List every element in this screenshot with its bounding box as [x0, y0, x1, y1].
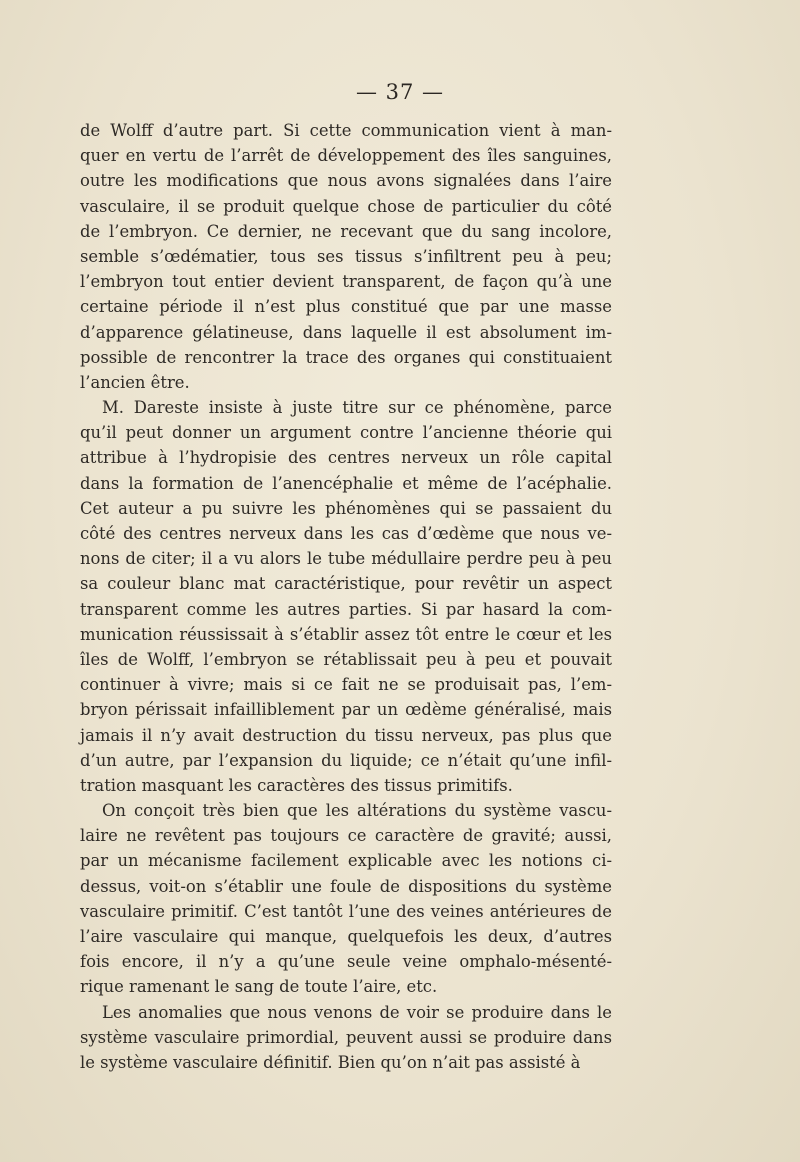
- text-line: quer en vertu de l’arrêt de développement des îles sanguines,: [80, 146, 612, 166]
- text-line: M. Dareste insiste à juste titre sur ce phénomène, parce: [102, 398, 612, 418]
- text-line: le système vasculaire définitif. Bien qu’on n’ait pas assisté à: [80, 1052, 581, 1072]
- text-line: attribue à l’hydropisie des centres nerveux un rôle capital: [80, 448, 612, 468]
- text-line: laire ne revêtent pas toujours ce caractère de gravité; aussi,: [80, 826, 612, 846]
- text-line: de Wolff d’autre part. Si cette communication vient à man-: [80, 121, 612, 140]
- paragraph: [80, 798, 612, 1000]
- text-line: vasculaire primitif. C’est tantôt l’une des veines antérieures de: [80, 901, 612, 921]
- text-line: l’aire vasculaire qui manque, quelquefois les deux, d’autres: [80, 927, 612, 946]
- paragraph: [80, 118, 612, 395]
- body-text: [80, 118, 612, 1075]
- text-line: d’apparence gélatineuse, dans laquelle il est absolument im-: [80, 322, 612, 342]
- text-line: système vasculaire primordial, peuvent aussi se produire dans: [80, 1027, 612, 1047]
- text-line: de l’embryon. Ce dernier, ne recevant que du sang incolore,: [80, 221, 612, 241]
- text-line: îles de Wolff, l’embryon se rétablissait peu à peu et pouvait: [80, 649, 612, 669]
- text-line: qu’il peut donner un argument contre l’ancienne théorie qui: [80, 423, 612, 443]
- text-line: rique ramenant le sang de toute l’aire, etc.: [80, 977, 438, 997]
- text-line: outre les modifications que nous avons signalées dans l’aire: [80, 171, 612, 191]
- text-line: transparent comme les autres parties. Si par hasard la com-: [80, 599, 612, 619]
- text-line: dessus, voit-on s’établir une foule de dispositions du système: [80, 876, 612, 896]
- text-line: dans la formation de l’anencéphalie et même de l’acéphalie.: [80, 473, 612, 493]
- paragraph: [80, 395, 612, 798]
- text-line: munication réussissait à s’établir assez tôt entre le cœur et les: [80, 624, 612, 644]
- text-line: côté des centres nerveux dans les cas d’œdème que nous ve-: [80, 524, 612, 543]
- text-line: Les anomalies que nous venons de voir se produire dans le: [102, 1002, 612, 1022]
- text-line: continuer à vivre; mais si ce fait ne se produisait pas, l’em-: [80, 675, 612, 695]
- text-line: vasculaire, il se produit quelque chose de particulier du côté: [80, 196, 612, 216]
- text-line: possible de rencontrer la trace des organes qui constituaient: [80, 347, 612, 367]
- text-line: semble s’œdématier, tous ses tissus s’infiltrent peu à peu;: [80, 246, 612, 266]
- text-line: On conçoit très bien que les altérations du système vascu-: [102, 801, 612, 821]
- text-line: fois encore, il n’y a qu’une seule veine omphalo-mésenté-: [80, 952, 612, 972]
- text-line: jamais il n’y avait destruction du tissu nerveux, pas plus que: [80, 725, 612, 745]
- text-line: d’un autre, par l’expansion du liquide; ce n’était qu’une infil-: [80, 750, 612, 770]
- text-line: l’ancien être.: [80, 372, 190, 392]
- text-line: tration masquant les caractères des tissus primitifs.: [80, 775, 513, 795]
- text-line: bryon périssait infailliblement par un œdème généralisé, mais: [80, 700, 612, 720]
- text-line: sa couleur blanc mat caractéristique, pour revêtir un aspect: [80, 574, 612, 594]
- page-number: — 37 —: [355, 80, 445, 104]
- text-line: par un mécanisme facilement explicable avec les notions ci-: [80, 851, 612, 871]
- paragraph: [80, 1000, 612, 1076]
- text-line: certaine période il n’est plus constitué que par une masse: [80, 297, 612, 317]
- text-line: l’embryon tout entier devient transparent, de façon qu’à une: [80, 272, 612, 292]
- text-line: Cet auteur a pu suivre les phénomènes qui se passaient du: [80, 498, 612, 518]
- text-line: nons de citer; il a vu alors le tube médullaire perdre peu à peu: [80, 549, 612, 569]
